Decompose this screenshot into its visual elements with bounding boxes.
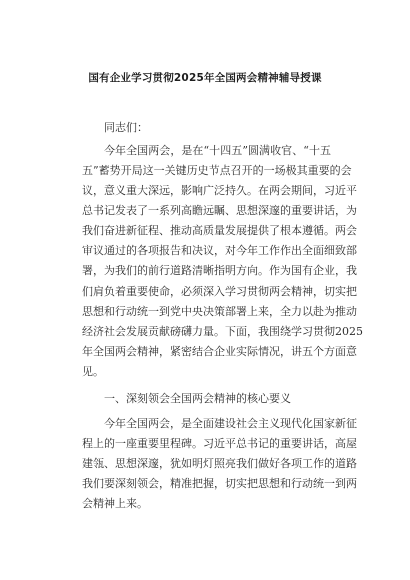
paragraph-1-line: 五”蓄势开局这一关键历史节点召开的一场极其重要的会 (82, 164, 352, 177)
paragraph-1-line: 今年全国两会，是在“十四五”圆满收官、“十五 (104, 144, 331, 157)
paragraph-1-line: 经济社会发展贡献磅礴力量。下面，我围绕学习贯彻2025 (82, 325, 363, 338)
paragraph-2-line: 会精神上来。 (82, 497, 148, 510)
paragraph-1-line: 署，为我们的前行道路清晰指明方向。作为国有企业，我 (82, 264, 357, 277)
paragraph-2-line: 今年全国两会，是全面建设社会主义现代化国家新征 (104, 417, 357, 430)
paragraph-1-line: 年全国两会精神，紧密结合企业实际情况，讲五个方面意 (82, 345, 357, 358)
paragraph-1-line: 总书记发表了一系列高瞻远瞩、思想深邃的重要讲话，为 (82, 204, 357, 217)
document-title: 国有企业学习贯彻2025年全国两会精神辅导授课 (88, 72, 322, 84)
paragraph-2-line: 建瓴、思想深邃，犹如明灯照亮我们做好各项工作的道路 (82, 457, 357, 470)
paragraph-1-line: 我们奋进新征程、推动高质量发展提供了根本遵循。两会 (82, 224, 357, 237)
paragraph-1-line: 议，意义重大深远，影响广泛持久。在两会期间，习近平 (82, 184, 357, 197)
section-heading: 一、深刻领会全国两会精神的核心要义 (104, 392, 291, 405)
paragraph-2-line: 程上的一座重要里程碑。习近平总书记的重要讲话，高屋 (82, 437, 357, 450)
paragraph-2-line: 我们要深刻领会，精准把握，切实把思想和行动统一到两 (82, 477, 357, 490)
salutation: 同志们： (104, 121, 148, 134)
paragraph-1-line: 思想和行动统一到党中央决策部署上来，全力以赴为推动 (82, 305, 357, 318)
paragraph-1-line: 审议通过的各项报告和决议，对今年工作作出全面细致部 (82, 244, 357, 257)
paragraph-1-line: 见。 (82, 365, 104, 378)
paragraph-1-line: 们肩负着重要使命，必须深入学习贯彻两会精神，切实把 (82, 285, 357, 298)
